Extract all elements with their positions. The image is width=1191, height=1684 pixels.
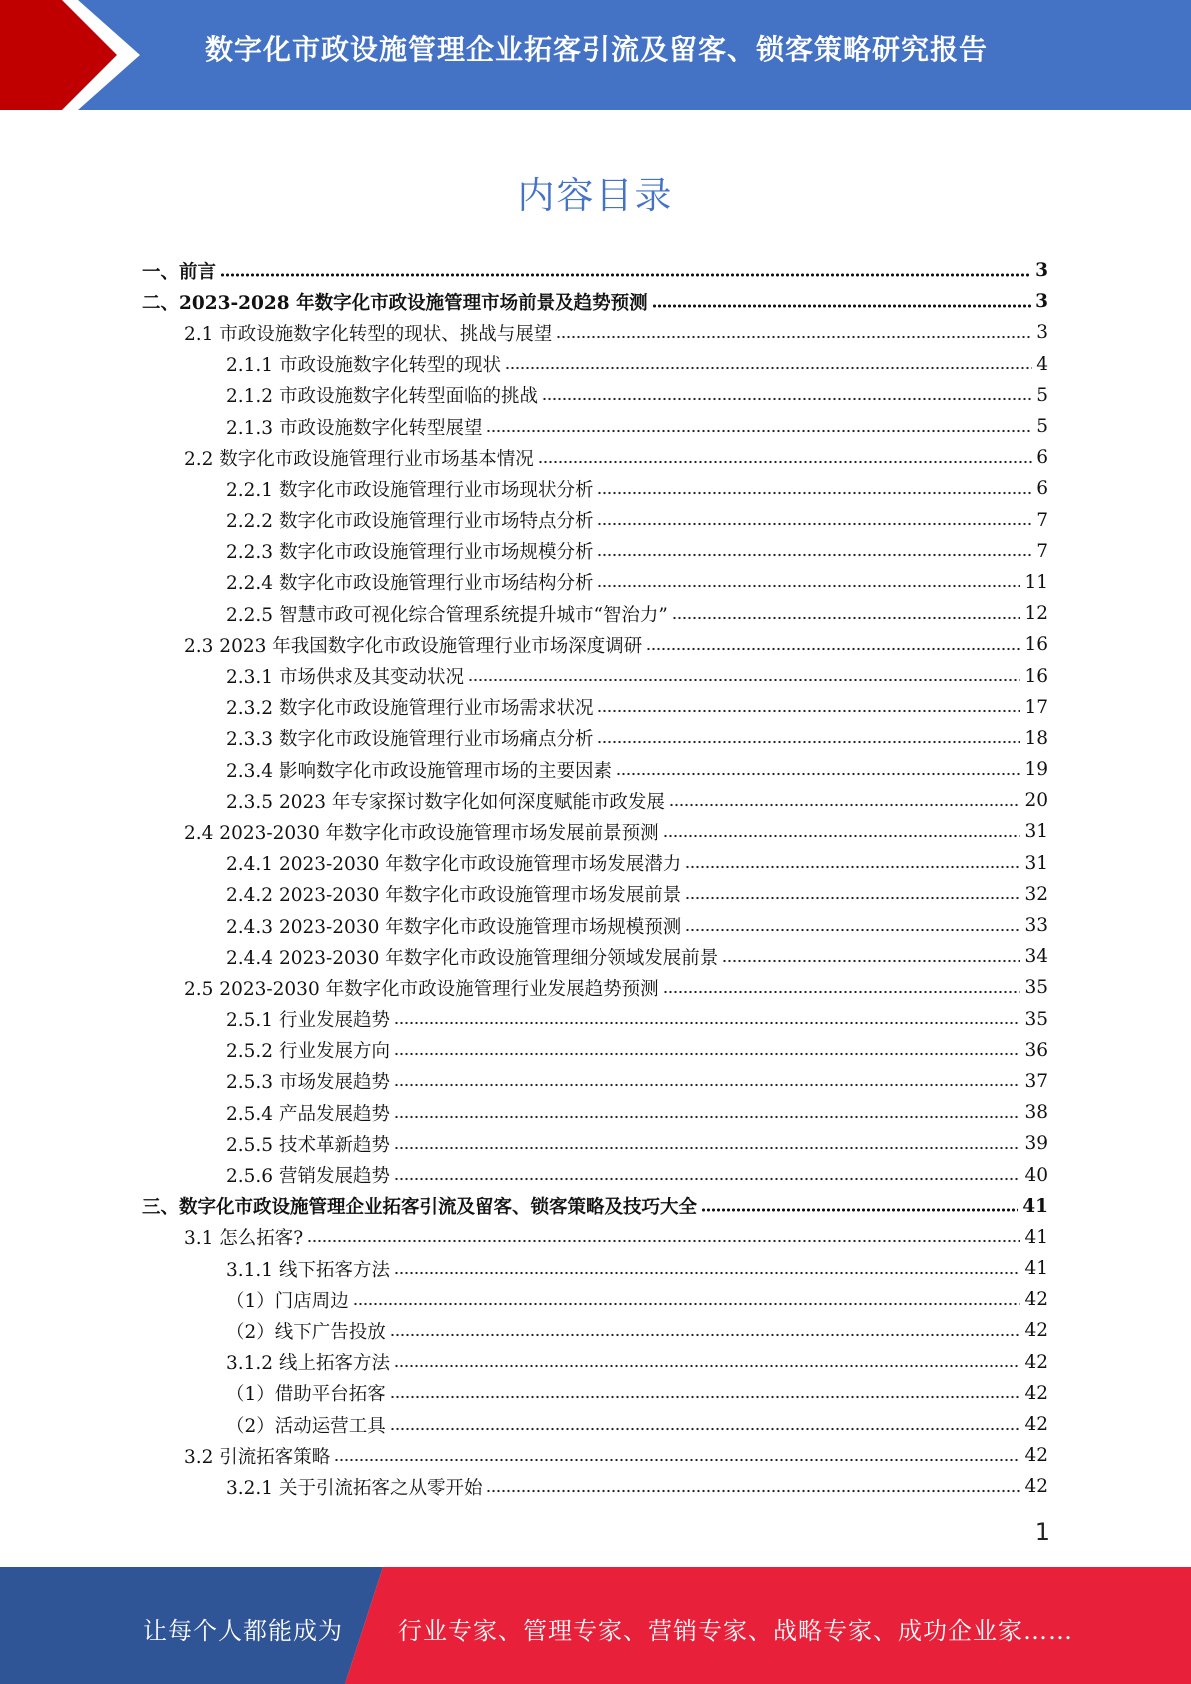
toc-entry-page: 5 [1036,384,1048,406]
toc-entry-page: 37 [1024,1070,1048,1092]
toc-entry-page: 32 [1024,883,1048,905]
toc-entry-page: 16 [1024,665,1048,687]
toc-entry-page: 42 [1024,1476,1048,1498]
toc-entry[interactable] [142,879,1048,910]
toc-dot-leader [220,271,1031,279]
toc-entry-page: 5 [1036,416,1048,438]
toc-entry-page: 7 [1036,509,1048,531]
toc-entry-page: 41 [1024,1258,1048,1280]
toc-entry[interactable] [142,816,1048,847]
toc-entry[interactable] [142,536,1048,567]
toc-entry-page: 31 [1024,852,1048,874]
toc-entry-text: 2.2.3 数字化市政设施管理行业市场规模分析 [226,542,594,564]
report-title: 数字化市政设施管理企业拓客引流及留客、锁客策略研究报告 [205,33,989,66]
toc-entry[interactable] [142,473,1048,504]
toc-entry[interactable] [142,1284,1048,1315]
toc-entry-page: 42 [1024,1414,1048,1436]
toc-dot-leader [701,1206,1018,1214]
toc-dot-leader [334,1456,1020,1464]
toc-entry[interactable] [142,1315,1048,1346]
toc-dot-leader [542,395,1032,403]
toc-entry-page: 34 [1024,946,1048,968]
toc-entry-page: 3 [1035,291,1048,313]
toc-entry[interactable] [142,598,1048,629]
toc-entry-text: 2.3.5 2023 年专家探讨数字化如何深度赋能市政发展 [226,791,665,813]
toc-entry[interactable] [142,349,1048,380]
toc-dot-leader [394,1081,1020,1089]
toc-entry-text: 2.4.3 2023-2030 年数字化市政设施管理市场规模预测 [226,916,682,938]
toc-entry-text: 2.3.1 市场供求及其变动状况 [226,667,464,689]
toc-entry-page: 40 [1024,1164,1048,1186]
toc-entry[interactable] [142,1222,1048,1253]
toc-dot-leader [722,957,1020,965]
toc-entry-text: 2.1 市政设施数字化转型的现状、挑战与展望 [184,323,553,345]
toc-entry[interactable] [142,1191,1048,1222]
toc-entry-text: 2.1.1 市政设施数字化转型的现状 [226,355,501,377]
toc-dot-leader [597,520,1032,528]
toc-entry-page: 4 [1036,353,1048,375]
toc-dot-leader [669,801,1021,809]
toc-entry-page: 42 [1024,1289,1048,1311]
toc-entry-text: （2）线下广告投放 [226,1321,386,1343]
toc-entry-text: 三、数字化市政设施管理企业拓客引流及留客、锁客策略及技巧大全 [142,1197,698,1219]
toc-entry[interactable] [142,629,1048,660]
toc-entry-text: 2.3.4 影响数字化市政设施管理市场的主要因素 [226,760,612,782]
toc-entry-text: 2.4 2023-2030 年数字化市政设施管理市场发展前景预测 [184,822,659,844]
toc-entry[interactable] [142,567,1048,598]
toc-entry-text: 2.5.2 行业发展方向 [226,1041,390,1063]
toc-dot-leader [394,1050,1020,1058]
toc-entry[interactable] [142,317,1048,348]
toc-dot-leader [390,1393,1021,1401]
footer-slogan-left: 让每个人都能成为 [143,1617,343,1645]
toc-entry-text: 2.3 2023 年我国数字化市政设施管理行业市场深度调研 [184,635,643,657]
toc-dot-leader [353,1300,1021,1308]
toc-entry[interactable] [142,411,1048,442]
toc-entry-text: 3.1.2 线上拓客方法 [226,1353,390,1375]
toc-entry[interactable] [142,785,1048,816]
toc-entry-page: 6 [1036,478,1048,500]
toc-entry[interactable] [142,1159,1048,1190]
toc-dot-leader [646,645,1020,653]
toc-entry-page: 12 [1024,603,1048,625]
toc-entry[interactable] [142,660,1048,691]
toc-entry-text: （1）门店周边 [226,1290,349,1312]
toc-entry[interactable] [142,1378,1048,1409]
toc-entry[interactable] [142,1347,1048,1378]
toc-entry-text: 2.2.2 数字化市政设施管理行业市场特点分析 [226,511,594,533]
toc-dot-leader [597,707,1020,715]
toc-entry[interactable] [142,910,1048,941]
toc-entry-page: 11 [1024,571,1048,593]
toc-entry[interactable] [142,972,1048,1003]
toc-entry-page: 38 [1024,1102,1048,1124]
toc-entry-page: 41 [1024,1226,1048,1248]
toc-entry[interactable] [142,692,1048,723]
toc-entry[interactable] [142,1471,1048,1502]
toc-entry-text: 一、前言 [142,261,217,283]
toc-entry-page: 31 [1024,821,1048,843]
toc-dot-leader [685,894,1020,902]
toc-dot-leader [597,489,1032,497]
toc-entry[interactable] [142,1097,1048,1128]
toc-entry-text: 2.5.5 技术革新趋势 [226,1134,390,1156]
toc-dot-leader [394,1144,1020,1152]
toc-entry-text: （2）活动运营工具 [226,1415,386,1437]
toc-entry-page: 19 [1024,759,1048,781]
toc-entry[interactable] [142,505,1048,536]
toc-entry[interactable] [142,941,1048,972]
toc-dot-leader [468,676,1020,684]
toc-dot-leader [394,1362,1020,1370]
toc-entry-text: 2.5 2023-2030 年数字化市政设施管理行业发展趋势预测 [184,978,659,1000]
toc-entry-text: 2.5.6 营销发展趋势 [226,1166,390,1188]
toc-entry-text: 2.3.3 数字化市政设施管理行业市场痛点分析 [226,729,594,751]
toc-entry-text: 3.1.1 线下拓客方法 [226,1259,390,1281]
toc-entry[interactable] [142,1128,1048,1159]
toc-entry[interactable] [142,1035,1048,1066]
toc-entry-page: 36 [1024,1039,1048,1061]
toc-dot-leader [556,333,1032,341]
toc-entry-text: 2.2.5 智慧市政可视化综合管理系统提升城市“智治力” [226,604,668,626]
toc-entry-page: 18 [1024,727,1048,749]
toc-entry[interactable] [142,286,1048,317]
toc-entry[interactable] [142,1409,1048,1440]
toc-entry[interactable] [142,1066,1048,1097]
page-footer [0,1567,1191,1684]
toc-entry[interactable] [142,848,1048,879]
toc-entry-page: 7 [1036,540,1048,562]
toc-entry-page: 39 [1024,1133,1048,1155]
toc-dot-leader [616,770,1020,778]
table-of-contents [142,255,1048,1503]
toc-entry-page: 42 [1024,1351,1048,1373]
toc-entry-text: 2.1.2 市政设施数字化转型面临的挑战 [226,386,538,408]
toc-entry-text: 2.5.4 产品发展趋势 [226,1103,390,1125]
toc-entry-text: 2.5.3 市场发展趋势 [226,1072,390,1094]
toc-dot-leader [394,1113,1020,1121]
toc-entry-page: 35 [1024,977,1048,999]
toc-entry-text: 2.3.2 数字化市政设施管理行业市场需求状况 [226,698,594,720]
toc-dot-leader [597,551,1032,559]
toc-entry[interactable] [142,255,1048,286]
toc-entry-page: 42 [1024,1382,1048,1404]
toc-entry[interactable] [142,1440,1048,1471]
toc-dot-leader [394,1269,1020,1277]
toc-entry-text: 二、2023-2028 年数字化市政设施管理市场前景及趋势预测 [142,292,648,314]
toc-entry-text: 2.5.1 行业发展趋势 [226,1010,390,1032]
toc-entry-page: 3 [1035,260,1048,282]
toc-entry-text: 2.2 数字化市政设施管理行业市场基本情况 [184,448,534,470]
toc-entry-text: 2.4.4 2023-2030 年数字化市政设施管理细分领域发展前景 [226,947,719,969]
page-header [0,0,1191,110]
toc-entry-page: 42 [1024,1445,1048,1467]
toc-entry-text: 3.2.1 关于引流拓客之从零开始 [226,1477,483,1499]
toc-dot-leader [685,926,1020,934]
toc-entry-page: 3 [1036,322,1048,344]
page-number: 1 [1034,1518,1050,1546]
toc-entry-text: 2.4.1 2023-2030 年数字化市政设施管理市场发展潜力 [226,854,682,876]
toc-dot-leader [652,302,1032,310]
toc-dot-leader [597,582,1020,590]
toc-entry[interactable] [142,1253,1048,1284]
toc-dot-leader [505,364,1032,372]
toc-dot-leader [538,458,1032,466]
toc-entry[interactable] [142,380,1048,411]
toc-heading: 内容目录 [517,174,674,217]
toc-entry-text: 3.1 怎么拓客? [184,1228,304,1250]
toc-dot-leader [685,863,1020,871]
toc-entry-text: 2.2.4 数字化市政设施管理行业市场结构分析 [226,573,594,595]
toc-entry-text: 2.2.1 数字化市政设施管理行业市场现状分析 [226,479,594,501]
toc-dot-leader [394,1019,1020,1027]
toc-entry-text: 3.2 引流拓客策略 [184,1446,331,1468]
toc-dot-leader [486,1487,1020,1495]
toc-entry-text: 2.1.3 市政设施数字化转型展望 [226,417,483,439]
toc-dot-leader [663,988,1021,996]
toc-entry-page: 20 [1024,790,1048,812]
toc-dot-leader [390,1425,1021,1433]
toc-entry-text: 2.4.2 2023-2030 年数字化市政设施管理市场发展前景 [226,885,682,907]
footer-slogan-right: 行业专家、管理专家、营销专家、战略专家、成功企业家…… [398,1617,1073,1645]
toc-dot-leader [663,832,1021,840]
toc-entry-page: 35 [1024,1008,1048,1030]
toc-entry-page: 17 [1024,696,1048,718]
toc-entry[interactable] [142,754,1048,785]
toc-dot-leader [390,1331,1021,1339]
toc-entry[interactable] [142,442,1048,473]
toc-dot-leader [672,614,1021,622]
toc-entry-text: （1）借助平台拓客 [226,1384,386,1406]
toc-dot-leader [486,427,1032,435]
toc-entry-page: 33 [1024,915,1048,937]
toc-entry-page: 16 [1024,634,1048,656]
toc-entry-page: 42 [1024,1320,1048,1342]
toc-entry[interactable] [142,1004,1048,1035]
toc-entry-page: 6 [1036,447,1048,469]
toc-dot-leader [307,1237,1020,1245]
toc-dot-leader [394,1175,1020,1183]
toc-dot-leader [597,738,1020,746]
toc-entry[interactable] [142,723,1048,754]
toc-entry-page: 41 [1022,1195,1048,1217]
